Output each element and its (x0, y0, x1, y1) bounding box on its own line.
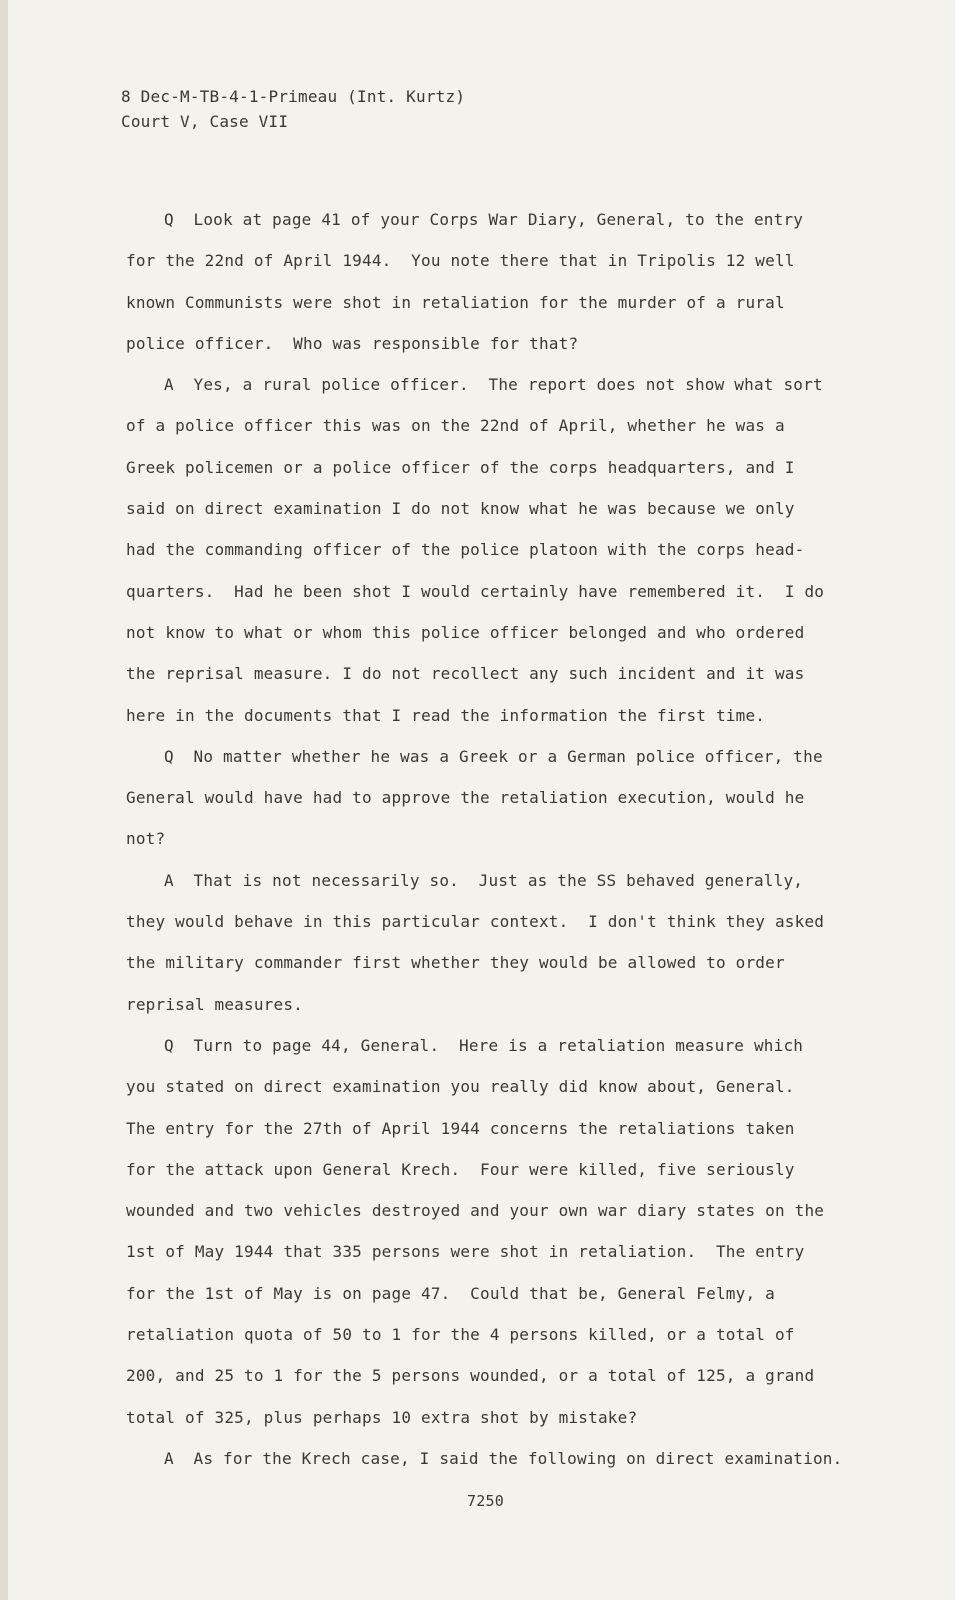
transcript-line: quarters. Had he been shot I would certainly have remembered it. I do (126, 581, 825, 601)
transcript-line: for the 22nd of April 1944. You note there that in Tripolis 12 well (126, 251, 795, 271)
transcript-line: retaliation quota of 50 to 1 for the 4 persons killed, or a total of (126, 1325, 795, 1345)
transcript-body (126, 199, 866, 1479)
transcript-line: said on direct examination I do not know what he was because we only (126, 499, 795, 519)
transcript-paragraph (126, 860, 866, 1025)
transcript-line: they would behave in this particular context. I don't think they asked (126, 912, 825, 932)
transcript-line: 1st of May 1944 that 335 persons were shot in retaliation. The entry (126, 1242, 805, 1262)
transcript-line: 200, and 25 to 1 for the 5 persons wounded, or a total of 125, a grand (126, 1366, 815, 1386)
header-court-case: Court V, Case VII (121, 112, 289, 131)
transcript-line: not know to what or whom this police officer belonged and who ordered (126, 622, 805, 642)
transcript-line: for the 1st of May is on page 47. Could that be, General Felmy, a (126, 1283, 775, 1303)
transcript-line: Q Look at page 41 of your Corps War Diary, General, to the entry (164, 210, 804, 229)
transcript-line: A That is not necessarily so. Just as the SS behaved generally, (164, 870, 804, 890)
transcript-line: of a police officer this was on the 22nd of April, whether he was a (126, 416, 785, 436)
transcript-line: police officer. Who was responsible for that? (126, 333, 579, 353)
transcript-line: wounded and two vehicles destroyed and your own war diary states on the (126, 1201, 825, 1221)
transcript-line: The entry for the 27th of April 1944 concerns the retaliations taken (126, 1118, 795, 1138)
transcript-line: not? (126, 829, 166, 849)
transcript-paragraph (126, 1025, 866, 1438)
transcript-line: Q No matter whether he was a Greek or a German police officer, the (164, 746, 823, 766)
page-number: 7250 (467, 1492, 504, 1510)
transcript-line: Q Turn to page 44, General. Here is a retaliation measure which (164, 1035, 804, 1055)
transcript-line: for the attack upon General Krech. Four were killed, five seriously (126, 1159, 795, 1179)
transcript-paragraph (126, 736, 866, 860)
transcript-line: A Yes, a rural police officer. The report does not show what sort (164, 375, 823, 395)
transcript-line: total of 325, plus perhaps 10 extra shot by mistake? (126, 1407, 638, 1427)
transcript-line: had the commanding officer of the police platoon with the corps head- (126, 540, 805, 560)
transcript-paragraph (126, 199, 866, 364)
transcript-line: here in the documents that I read the information the first time. (126, 705, 766, 725)
transcript-paragraph (126, 1438, 866, 1479)
document-header (121, 84, 465, 134)
transcript-line: known Communists were shot in retaliation for the murder of a rural (126, 292, 785, 312)
transcript-line: the reprisal measure. I do not recollect any such incident and it was (126, 664, 805, 684)
transcript-line: you stated on direct examination you really did know about, General. (126, 1077, 795, 1097)
transcript-paragraph (126, 364, 866, 736)
header-reference: 8 Dec-M-TB-4-1-Primeau (Int. Kurtz) (121, 87, 466, 106)
transcript-line: Greek policemen or a police officer of the corps headquarters, and I (126, 457, 795, 477)
transcript-line: A As for the Krech case, I said the following on direct examination. (164, 1448, 843, 1468)
transcript-line: the military commander first whether they would be allowed to order (126, 953, 785, 973)
transcript-line: reprisal measures. (126, 994, 303, 1014)
transcript-line: General would have had to approve the retaliation execution, would he (126, 788, 805, 808)
